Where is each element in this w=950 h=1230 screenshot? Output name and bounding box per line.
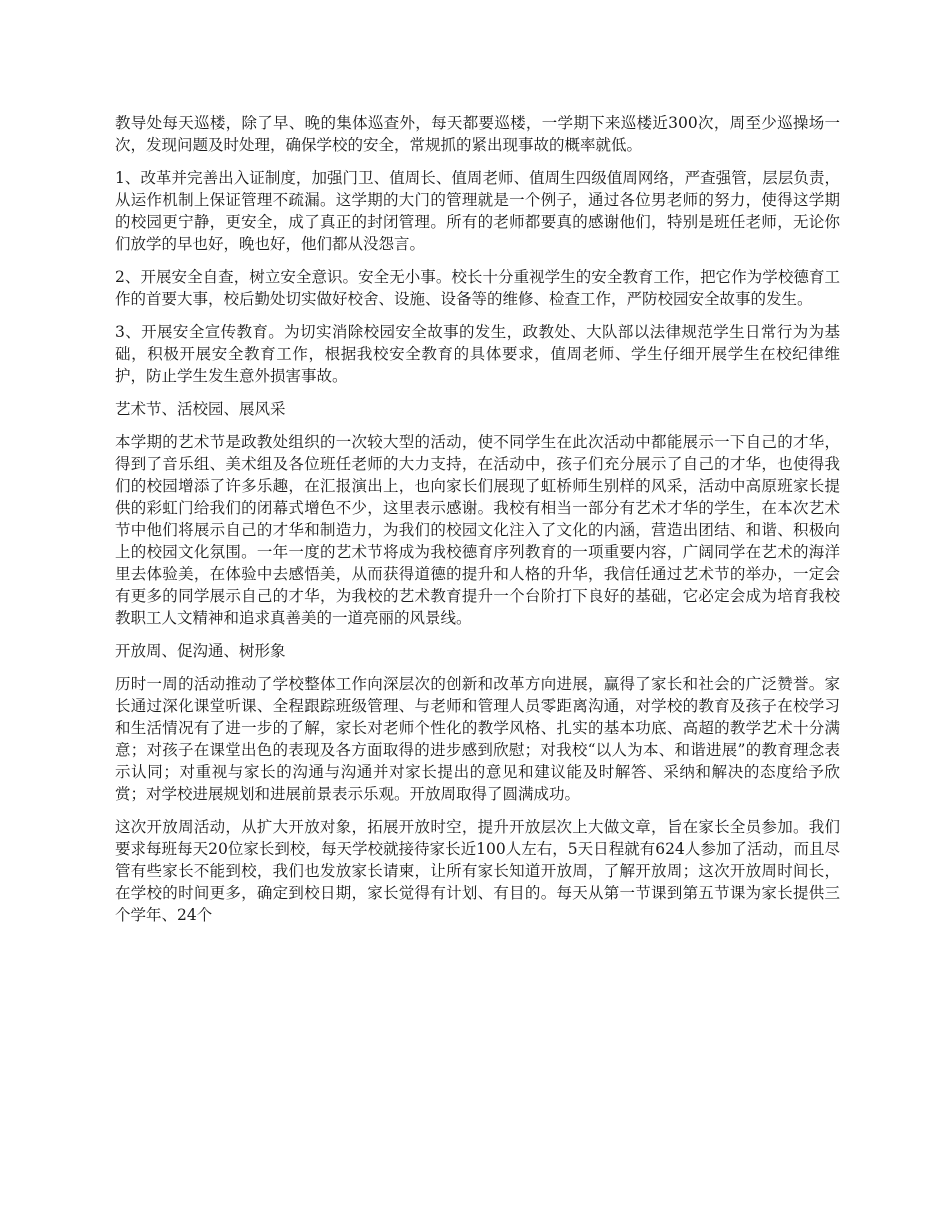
paragraph-open-week-details: 这次开放周活动，从扩大开放对象，拓展开放时空，提升开放层次上大做文章，旨在家长全员参加。我们要求每班每天20位家长到校，每天学校就接待家长近100人左右，5天日程就有624人参加了活动，而且尽管有些家长不能到校，我们也发放家长请柬，让所有家长知道开放周，了解开放周；这次开放周时间长，在学校的时间更多，确定到校日期，家长觉得有计划、有目的。每天从第一节课到第五节课为家长提供三个学年、24个 [115, 818, 840, 924]
paragraph-art-festival: 本学期的艺术节是政教处组织的一次较大型的活动，使不同学生在此次活动中都能展示一下自己的才华，得到了音乐组、美术组及各位班任老师的大力支持，在活动中，孩子们充分展示了自己的才华，也使得我们的校园增添了许多乐趣，在汇报演出上，也向家长们展现了虹桥师生别样的风采，活动中高原班家长提供的彩虹门给我们的闭幕式增色不少，这里表示感谢。我校有相当一部分有艺术才华的学生，在本次艺术节中他们将展示自己的才华和制造力，为我们的校园文化注入了文化的内涵，营造出团结、和谐、积极向上的校园文化氛围。一年一度的艺术节将成为我校德育序列教育的一项重要内容，广阔同学在艺术的海洋里去体验美，在体验中去感悟美，从而获得道德的提升和人格的升华，我信任通过艺术节的举办，一定会有更多的同学展示自己的才华，为我校的艺术教育提升一个台阶打下良好的基础，它必定会成为培育我校教职工人文精神和追求真善美的一道亮丽的风景线。 [115, 433, 840, 627]
section-heading-open-week: 开放周、促沟通、树形象 [115, 642, 286, 660]
paragraph-patrol: 教导处每天巡楼，除了早、晚的集体巡查外，每天都要巡楼，一学期下来巡楼近300次，周至少巡操场一次，发现问题及时处理，确保学校的安全，常规抓的紧出现事故的概率就低。 [115, 114, 840, 154]
section-heading-art-festival: 艺术节、活校园、展风采 [115, 400, 286, 418]
paragraph-safety-check: 2、开展安全自查，树立安全意识。安全无小事。校长十分重视学生的安全教育工作，把它作为学校德育工作的首要大事，校后勤处切实做好校舍、设施、设备等的维修、检查工作，严防校园安全故事的发生。 [115, 268, 840, 308]
paragraph-entry-permit: 1、改革并完善出入证制度，加强门卫、值周长、值周老师、值周生四级值周网络，严查强管，层层负责，从运作机制上保证管理不疏漏。这学期的大门的管理就是一个例子，通过各位男老师的努力，使得这学期的校园更宁静，更安全，成了真正的封闭管理。所有的老师都要真的感谢他们，特别是班任老师，无论你们放学的早也好，晚也好，他们都从没怨言。 [115, 169, 840, 253]
paragraph-open-week-results: 历时一周的活动推动了学校整体工作向深层次的创新和改革方向进展，赢得了家长和社会的广泛赞誉。家长通过深化课堂听课、全程跟踪班级管理、与老师和管理人员零距离沟通，对学校的教育及孩子在校学习和生活情况有了进一步的了解，家长对老师个性化的教学风格、扎实的基本功底、高超的教学艺术十分满意；对孩子在课堂出色的表现及各方面取得的进步感到欣慰；对我校“以人为本、和谐进展”的教育理念表示认同；对重视与家长的沟通与沟通并对家长提出的意见和建议能及时解答、采纳和解决的态度给予欣赏；对学校进展规划和进展前景表示乐观。开放周取得了圆满成功。 [115, 675, 840, 803]
document-body [115, 112, 840, 937]
paragraph-safety-education: 3、开展安全宣传教育。为切实消除校园安全故事的发生，政教处、大队部以法律规范学生日常行为为基础，积极开展安全教育工作，根据我校安全教育的具体要求，值周老师、学生仔细开展学生在校纪律维护，防止学生发生意外损害事故。 [115, 323, 840, 385]
